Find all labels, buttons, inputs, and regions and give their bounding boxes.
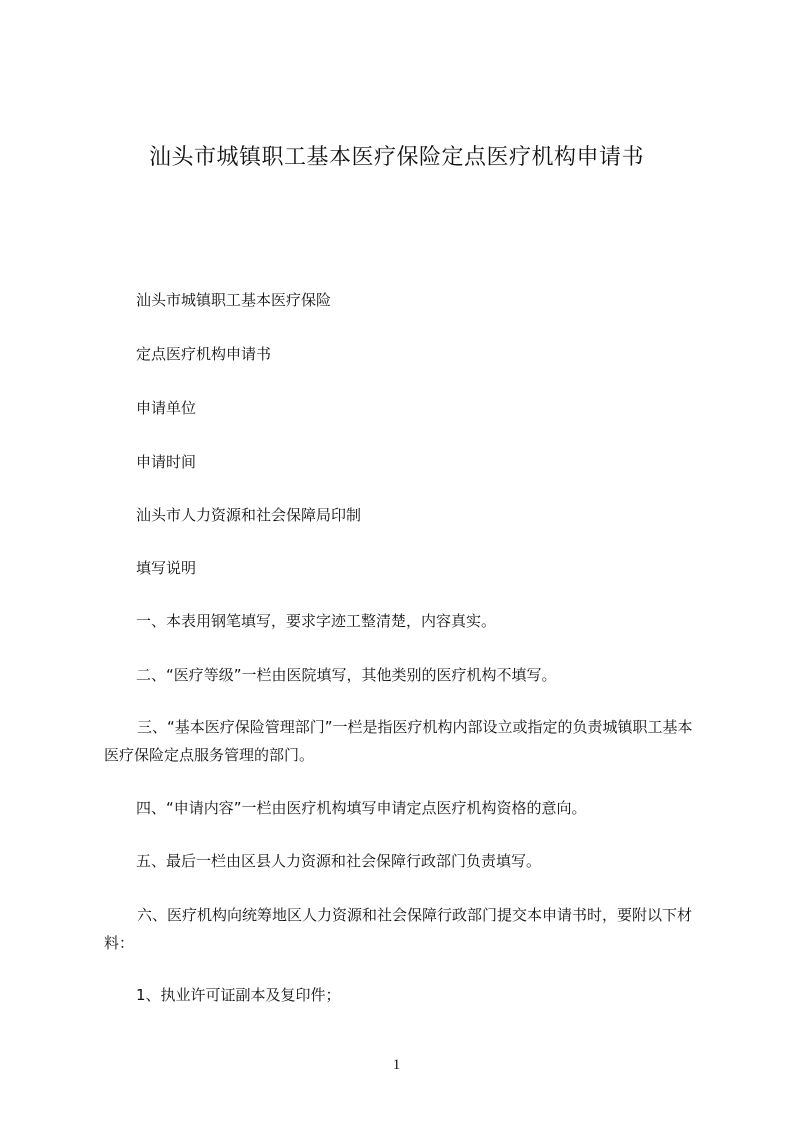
instruction-item: 一、本表用钢笔填写，要求字迹工整清楚，内容真实。 <box>136 612 497 630</box>
application-time-label: 申请时间 <box>136 453 197 471</box>
material-item: 1、执业许可证副本及复印件； <box>136 986 341 1004</box>
printer-line: 汕头市人力资源和社会保障局印制 <box>136 506 362 524</box>
instruction-item: 三、“基本医疗保险管理部门”一栏是指医疗机构内部设立或指定的负责城镇职工基本医疗保险定点服务管理的部门。 <box>104 718 693 764</box>
cover-line-1: 汕头市城镇职工基本医疗保险 <box>136 291 332 309</box>
instruction-item: 四、“申请内容”一栏由医疗机构填写申请定点医疗机构资格的意向。 <box>136 799 587 817</box>
applicant-label: 申请单位 <box>136 399 197 417</box>
document-title: 汕头市城镇职工基本医疗保险定点医疗机构申请书 <box>148 145 644 170</box>
page-number: 1 <box>392 1057 401 1073</box>
instructions-heading: 填写说明 <box>136 559 197 577</box>
instruction-item: 六、医疗机构向统筹地区人力资源和社会保障行政部门提交本申请书时，要附以下材料： <box>104 906 693 952</box>
cover-line-2: 定点医疗机构申请书 <box>136 345 272 363</box>
instruction-item: 二、“医疗等级”一栏由医院填写，其他类别的医疗机构不填写。 <box>136 666 557 684</box>
instruction-item: 五、最后一栏由区县人力资源和社会保障行政部门负责填写。 <box>136 852 542 870</box>
